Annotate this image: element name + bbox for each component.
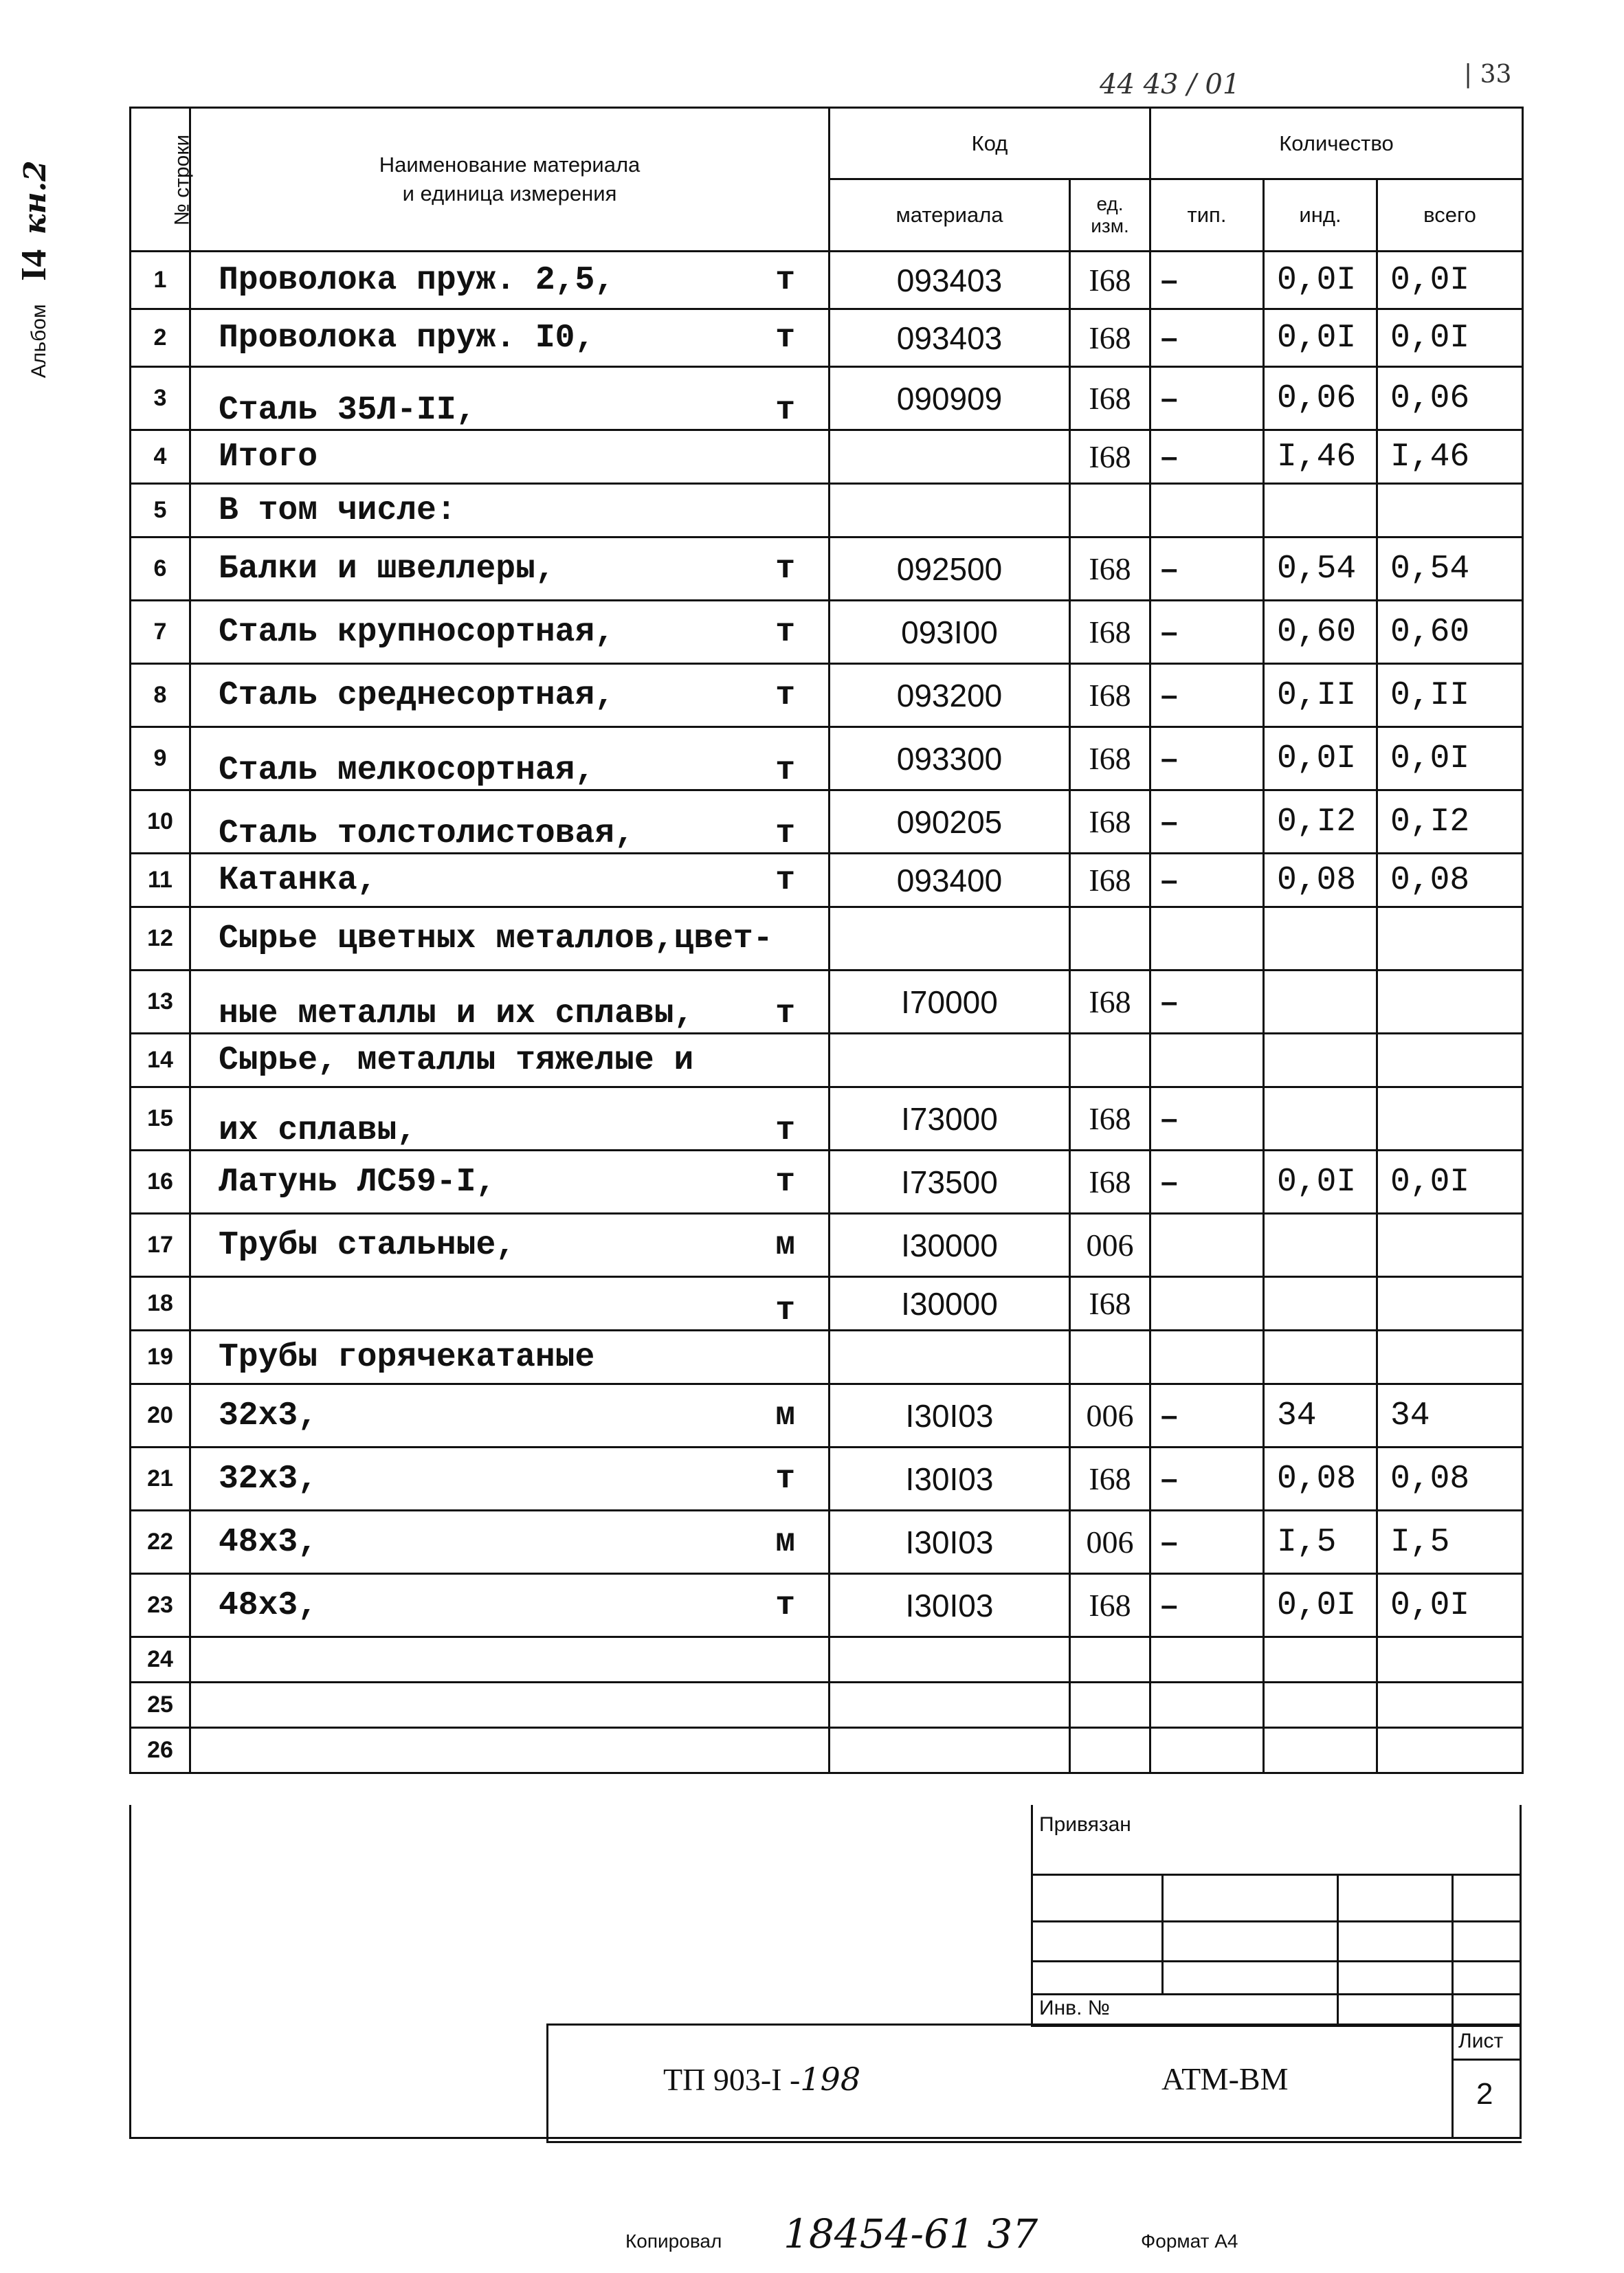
- unit-code: [1070, 484, 1150, 537]
- qty-total: 0,06: [1377, 367, 1523, 430]
- unit-code: [1070, 1331, 1150, 1384]
- materials-table: [129, 107, 1524, 1774]
- table-row: [131, 1448, 1523, 1511]
- material-name-text: Сталь толстолистовая,: [219, 815, 634, 852]
- material-name: [190, 727, 830, 790]
- header-code-group: Код: [830, 108, 1150, 179]
- unit-code: I68: [1070, 1087, 1150, 1151]
- material-code: I30000: [830, 1214, 1070, 1277]
- material-name: [190, 1574, 830, 1637]
- unit-code: 006: [1070, 1214, 1150, 1277]
- unit-code: I68: [1070, 1574, 1150, 1637]
- row-number: 15: [131, 1087, 190, 1151]
- qty-type: [1150, 1331, 1264, 1384]
- material-code: 093400: [830, 854, 1070, 907]
- material-unit: т: [775, 676, 795, 714]
- table-row: [131, 1151, 1523, 1214]
- qty-ind: 0,II: [1264, 664, 1377, 727]
- material-unit: т: [775, 815, 795, 852]
- qty-ind: [1264, 1331, 1377, 1384]
- qty-type: [1150, 1637, 1264, 1683]
- material-name: [190, 1214, 830, 1277]
- qty-total: 0,0I: [1377, 252, 1523, 309]
- material-code: 090205: [830, 790, 1070, 854]
- qty-type: –: [1150, 309, 1264, 367]
- material-name: [190, 1277, 830, 1331]
- qty-type: –: [1150, 664, 1264, 727]
- material-name-text: 32х3,: [219, 1460, 318, 1498]
- material-code: 090909: [830, 367, 1070, 430]
- material-name: [190, 601, 830, 664]
- table-row: [131, 1384, 1523, 1448]
- material-name-text: ные металлы и их сплавы,: [219, 995, 694, 1032]
- qty-total: [1377, 1331, 1523, 1384]
- qty-total: 0,0I: [1377, 309, 1523, 367]
- row-number: 14: [131, 1034, 190, 1087]
- material-name: [190, 537, 830, 601]
- qty-type: –: [1150, 1574, 1264, 1637]
- qty-type: [1150, 1034, 1264, 1087]
- qty-type: –: [1150, 252, 1264, 309]
- qty-total: 0,I2: [1377, 790, 1523, 854]
- row-number: 23: [131, 1574, 190, 1637]
- unit-code: I68: [1070, 1277, 1150, 1331]
- table-row: [131, 1637, 1523, 1683]
- unit-code: I68: [1070, 309, 1150, 367]
- album-code: АТМ-ВМ: [1161, 2061, 1289, 2096]
- row-number: 1: [131, 252, 190, 309]
- qty-ind: 0,54: [1264, 537, 1377, 601]
- material-unit: т: [775, 1112, 795, 1149]
- qty-type: [1150, 484, 1264, 537]
- material-name-text: Трубы стальные,: [219, 1226, 516, 1264]
- table-row: [131, 790, 1523, 854]
- material-name: [190, 1511, 830, 1574]
- qty-type: –: [1150, 790, 1264, 854]
- material-code: 093I00: [830, 601, 1070, 664]
- qty-ind: 0,0I: [1264, 1574, 1377, 1637]
- table-row: [131, 854, 1523, 907]
- material-name: [190, 484, 830, 537]
- qty-ind: 0,0I: [1264, 252, 1377, 309]
- qty-ind: [1264, 1214, 1377, 1277]
- material-unit: м: [775, 1226, 795, 1264]
- table-row: [131, 1574, 1523, 1637]
- qty-ind: [1264, 1683, 1377, 1728]
- qty-ind: I,46: [1264, 430, 1377, 484]
- qty-type: –: [1150, 1511, 1264, 1574]
- material-unit: т: [775, 995, 795, 1032]
- material-name: [190, 1151, 830, 1214]
- material-name: [190, 1448, 830, 1511]
- unit-code: I68: [1070, 790, 1150, 854]
- qty-type: –: [1150, 1384, 1264, 1448]
- unit-code: I68: [1070, 252, 1150, 309]
- row-number: 21: [131, 1448, 190, 1511]
- qty-ind: [1264, 971, 1377, 1034]
- qty-total: 0,0I: [1377, 727, 1523, 790]
- material-name: [190, 367, 830, 430]
- qty-type: –: [1150, 727, 1264, 790]
- header-qty-ind: инд.: [1264, 179, 1377, 252]
- material-code: I30I03: [830, 1384, 1070, 1448]
- material-name-text: Латунь ЛС59-I,: [219, 1163, 496, 1201]
- material-code: [830, 1034, 1070, 1087]
- qty-ind: 0,08: [1264, 854, 1377, 907]
- material-name-text: Балки и швеллеры,: [219, 550, 555, 588]
- row-number: 13: [131, 971, 190, 1034]
- top-handwritten-note: 44 43 / 01: [1100, 69, 1241, 100]
- material-code: I73500: [830, 1151, 1070, 1214]
- qty-total: 0,II: [1377, 664, 1523, 727]
- qty-type: [1150, 1683, 1264, 1728]
- unit-code: I68: [1070, 664, 1150, 727]
- qty-total: 34: [1377, 1384, 1523, 1448]
- material-name-text: Катанка,: [219, 861, 377, 899]
- row-number: 17: [131, 1214, 190, 1277]
- material-code: 092500: [830, 537, 1070, 601]
- qty-total: 0,08: [1377, 1448, 1523, 1511]
- material-name-text: Трубы горячекатаные: [219, 1338, 595, 1376]
- material-code: I30I03: [830, 1574, 1070, 1637]
- material-name: [190, 854, 830, 907]
- material-name-text: 48х3,: [219, 1586, 318, 1624]
- qty-ind: 0,0I: [1264, 727, 1377, 790]
- unit-code: I68: [1070, 430, 1150, 484]
- row-number: 11: [131, 854, 190, 907]
- copied-number: 18454-61 37: [783, 2210, 1038, 2257]
- table-row: [131, 1277, 1523, 1331]
- qty-ind: [1264, 1277, 1377, 1331]
- table-row: [131, 1034, 1523, 1087]
- qty-total: I,5: [1377, 1511, 1523, 1574]
- qty-total: [1377, 484, 1523, 537]
- material-unit: т: [775, 1163, 795, 1201]
- material-unit: т: [775, 1460, 795, 1498]
- table-row: [131, 367, 1523, 430]
- qty-type: [1150, 1277, 1264, 1331]
- unit-code: [1070, 1637, 1150, 1683]
- material-code: 093403: [830, 252, 1070, 309]
- qty-total: I,46: [1377, 430, 1523, 484]
- qty-type: [1150, 1728, 1264, 1773]
- material-code: [830, 484, 1070, 537]
- qty-ind: 0,60: [1264, 601, 1377, 664]
- table-row: [131, 309, 1523, 367]
- row-number: 10: [131, 790, 190, 854]
- unit-code: I68: [1070, 601, 1150, 664]
- qty-ind: [1264, 1728, 1377, 1773]
- unit-code: I68: [1070, 727, 1150, 790]
- material-name-text: Сталь 35Л-II,: [219, 392, 476, 429]
- qty-total: [1377, 1034, 1523, 1087]
- table-row: [131, 484, 1523, 537]
- qty-total: 0,08: [1377, 854, 1523, 907]
- table-row: [131, 1683, 1523, 1728]
- qty-type: –: [1150, 430, 1264, 484]
- material-unit: т: [775, 550, 795, 588]
- material-name-text: их сплавы,: [219, 1112, 417, 1149]
- material-name: [190, 1728, 830, 1773]
- row-number: 19: [131, 1331, 190, 1384]
- table-row: [131, 537, 1523, 601]
- row-number: 8: [131, 664, 190, 727]
- sheet-label: Лист: [1458, 2030, 1504, 2052]
- material-unit: м: [775, 1397, 795, 1434]
- material-name-text: В том числе:: [219, 491, 456, 529]
- material-name: [190, 907, 830, 971]
- row-number: 16: [131, 1151, 190, 1214]
- material-code: I30I03: [830, 1448, 1070, 1511]
- material-name-text: Сырье цветных металлов,цвет-: [219, 920, 773, 957]
- table-row: [131, 727, 1523, 790]
- table-row: [131, 601, 1523, 664]
- unit-code: [1070, 1728, 1150, 1773]
- header-code-unit: ед. изм.: [1070, 179, 1150, 252]
- material-name: [190, 309, 830, 367]
- material-code: 093300: [830, 727, 1070, 790]
- material-code: [830, 430, 1070, 484]
- qty-ind: [1264, 1637, 1377, 1683]
- qty-type: –: [1150, 854, 1264, 907]
- qty-total: 0,0I: [1377, 1574, 1523, 1637]
- qty-type: –: [1150, 367, 1264, 430]
- unit-code: 006: [1070, 1384, 1150, 1448]
- unit-code: I68: [1070, 367, 1150, 430]
- row-number: 7: [131, 601, 190, 664]
- material-name: [190, 252, 830, 309]
- material-name-text: Сталь мелкосортная,: [219, 752, 595, 789]
- inventory-number-label: Инв. №: [1039, 1997, 1110, 2019]
- material-name: [190, 1637, 830, 1683]
- material-code: 093403: [830, 309, 1070, 367]
- material-unit: м: [775, 1523, 795, 1561]
- material-name: [190, 430, 830, 484]
- qty-total: 0,0I: [1377, 1151, 1523, 1214]
- album-number: I4: [14, 249, 54, 281]
- material-name: [190, 1087, 830, 1151]
- qty-type: –: [1150, 601, 1264, 664]
- album-book: кн.2: [18, 160, 53, 235]
- unit-code: [1070, 1683, 1150, 1728]
- header-code-material: материала: [830, 179, 1070, 252]
- row-number: 25: [131, 1683, 190, 1728]
- material-name-text: Проволока пруж. I0,: [219, 319, 595, 357]
- qty-type: [1150, 1214, 1264, 1277]
- qty-total: [1377, 971, 1523, 1034]
- copied-label: Копировал: [625, 2230, 722, 2252]
- material-code: [830, 1728, 1070, 1773]
- material-name: [190, 1034, 830, 1087]
- material-name: [190, 790, 830, 854]
- page-mark: | 33: [1464, 60, 1512, 89]
- material-name-text: Проволока пруж. 2,5,: [219, 261, 615, 299]
- material-name: [190, 1384, 830, 1448]
- table-row: [131, 1331, 1523, 1384]
- table-row: [131, 1087, 1523, 1151]
- unit-code: [1070, 907, 1150, 971]
- row-number: 9: [131, 727, 190, 790]
- qty-total: [1377, 1214, 1523, 1277]
- material-code: [830, 1637, 1070, 1683]
- qty-ind: 0,0I: [1264, 1151, 1377, 1214]
- table-row: [131, 1728, 1523, 1773]
- table-row: [131, 1214, 1523, 1277]
- qty-ind: 0,08: [1264, 1448, 1377, 1511]
- unit-code: I68: [1070, 971, 1150, 1034]
- table-row: [131, 252, 1523, 309]
- material-unit: т: [775, 392, 795, 429]
- material-name-text: Сырье, металлы тяжелые и: [219, 1041, 694, 1079]
- material-unit: т: [775, 319, 795, 357]
- qty-total: [1377, 1087, 1523, 1151]
- row-number: 24: [131, 1637, 190, 1683]
- unit-code: I68: [1070, 1151, 1150, 1214]
- material-code: 093200: [830, 664, 1070, 727]
- project-code: ТП 903-I -198: [663, 2061, 861, 2098]
- qty-type: –: [1150, 1151, 1264, 1214]
- sheet-number: 2: [1476, 2077, 1493, 2111]
- row-number: 4: [131, 430, 190, 484]
- row-number: 12: [131, 907, 190, 971]
- material-name-text: 32х3,: [219, 1397, 318, 1434]
- material-name-text: 48х3,: [219, 1523, 318, 1561]
- material-code: [830, 1331, 1070, 1384]
- qty-type: [1150, 907, 1264, 971]
- qty-type: –: [1150, 1087, 1264, 1151]
- unit-code: 006: [1070, 1511, 1150, 1574]
- attached-label: Привязан: [1039, 1813, 1131, 1836]
- qty-total: [1377, 1728, 1523, 1773]
- qty-type: –: [1150, 971, 1264, 1034]
- unit-code: I68: [1070, 854, 1150, 907]
- material-name-text: Итого: [219, 438, 318, 476]
- row-number: 26: [131, 1728, 190, 1773]
- material-name: [190, 664, 830, 727]
- unit-code: I68: [1070, 1448, 1150, 1511]
- unit-code: [1070, 1034, 1150, 1087]
- material-code: [830, 1683, 1070, 1728]
- header-material-name: Наименование материала и единица измерения: [190, 108, 830, 252]
- qty-type: –: [1150, 537, 1264, 601]
- header-qty-total: всего: [1377, 179, 1523, 252]
- material-code: I30I03: [830, 1511, 1070, 1574]
- material-name-text: Сталь крупносортная,: [219, 613, 615, 651]
- material-unit: т: [775, 261, 795, 299]
- table-row: [131, 664, 1523, 727]
- material-code: I70000: [830, 971, 1070, 1034]
- table-row: [131, 1511, 1523, 1574]
- material-name: [190, 971, 830, 1034]
- material-unit: т: [775, 861, 795, 899]
- qty-total: 0,54: [1377, 537, 1523, 601]
- album-label: [14, 103, 82, 378]
- qty-ind: [1264, 1087, 1377, 1151]
- format-label: Формат А4: [1141, 2230, 1238, 2252]
- qty-total: [1377, 1277, 1523, 1331]
- header-qty-type: тип.: [1150, 179, 1264, 252]
- material-unit: т: [775, 1586, 795, 1624]
- material-code: I73000: [830, 1087, 1070, 1151]
- qty-ind: 0,06: [1264, 367, 1377, 430]
- qty-total: [1377, 1637, 1523, 1683]
- table-row: [131, 430, 1523, 484]
- qty-ind: 0,0I: [1264, 309, 1377, 367]
- qty-total: 0,60: [1377, 601, 1523, 664]
- row-number: 2: [131, 309, 190, 367]
- row-number: 5: [131, 484, 190, 537]
- material-name: [190, 1683, 830, 1728]
- header-row-number: № строки: [131, 108, 190, 252]
- unit-code: I68: [1070, 537, 1150, 601]
- material-name-text: Сталь среднесортная,: [219, 676, 615, 714]
- row-number: 20: [131, 1384, 190, 1448]
- material-unit: т: [775, 752, 795, 789]
- table-row: [131, 907, 1523, 971]
- material-name: [190, 1331, 830, 1384]
- qty-total: [1377, 907, 1523, 971]
- row-number: 18: [131, 1277, 190, 1331]
- qty-ind: 0,I2: [1264, 790, 1377, 854]
- row-number: 22: [131, 1511, 190, 1574]
- qty-type: –: [1150, 1448, 1264, 1511]
- material-code: [830, 907, 1070, 971]
- qty-ind: I,5: [1264, 1511, 1377, 1574]
- qty-ind: [1264, 1034, 1377, 1087]
- row-number: 6: [131, 537, 190, 601]
- qty-ind: [1264, 484, 1377, 537]
- qty-ind: 34: [1264, 1384, 1377, 1448]
- header-quantity-group: Количество: [1150, 108, 1523, 179]
- table-row: [131, 971, 1523, 1034]
- material-unit: т: [775, 613, 795, 651]
- album-word: Альбом: [27, 304, 50, 378]
- material-code: I30000: [830, 1277, 1070, 1331]
- material-unit: т: [775, 1292, 795, 1329]
- row-number: 3: [131, 367, 190, 430]
- qty-ind: [1264, 907, 1377, 971]
- qty-total: [1377, 1683, 1523, 1728]
